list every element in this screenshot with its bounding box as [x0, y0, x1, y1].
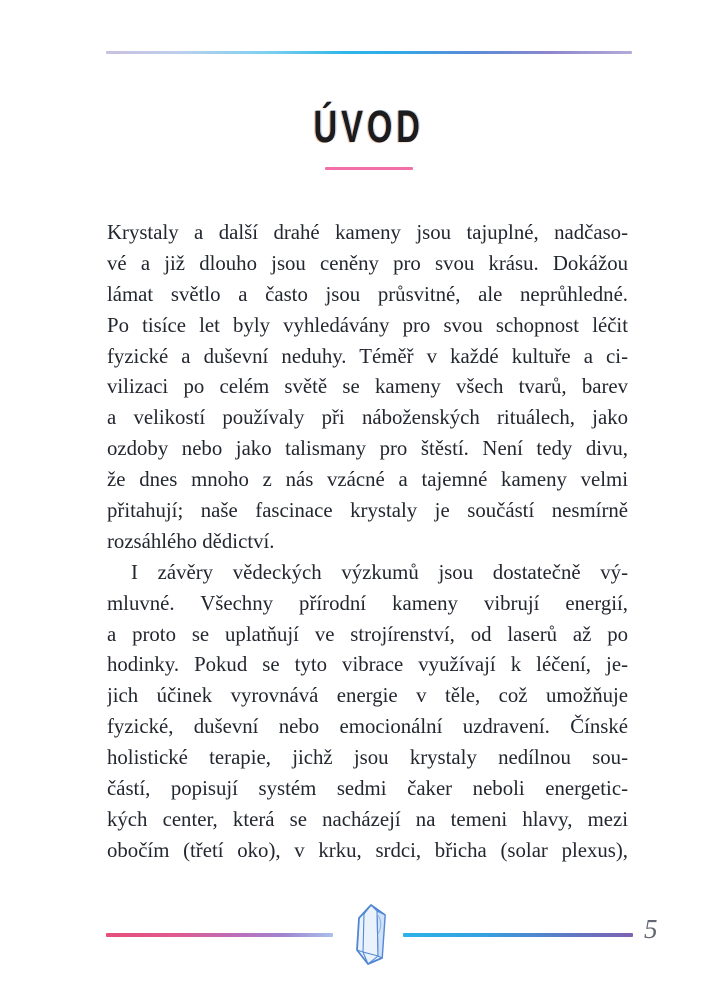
body-line: Po tisíce let byly vyhledávány pro svou schopnost léčit: [107, 313, 628, 337]
bottom-gradient-rule-right: [403, 933, 633, 937]
body-line: a velikostí používaly při náboženských rituálech, jako: [107, 406, 628, 430]
body-line: vilizaci po celém světě se kameny všech tvarů, barev: [107, 375, 628, 399]
body-line: fyzické a duševní neduhy. Téměř v každé kultuře a ci-: [107, 344, 628, 368]
body-text: [107, 218, 628, 867]
page-number: 5: [644, 914, 658, 944]
body-line: jich účinek vyrovnává energie v těle, což umožňuje: [107, 684, 628, 708]
body-line: rozsáhlého dědictví.: [107, 529, 275, 553]
body-line: částí, popisují systém sedmi čaker neboli energetic-: [107, 777, 628, 801]
bottom-gradient-rule-left: [106, 933, 333, 937]
body-line: holistické terapie, jichž jsou krystaly nedílnou sou-: [107, 746, 628, 770]
body-line: obočím (třetí oko), v krku, srdci, břicha (solar plexus),: [107, 838, 628, 862]
body-line: Krystaly a další drahé kameny jsou tajuplné, nadčaso-: [107, 221, 628, 244]
body-line: a proto se uplatňují ve strojírenství, od laserů až po: [107, 622, 628, 646]
body-line: I závěry vědeckých výzkumů jsou dostatečně vý-: [131, 560, 628, 584]
page-title: ÚVOD: [313, 101, 425, 152]
body-line: ozdoby nebo jako talismany pro štěstí. Není tedy divu,: [107, 437, 628, 461]
chapter-title-wrap: [106, 101, 632, 152]
body-line: hodinky. Pokud se tyto vibrace využívají k léčení, je-: [107, 653, 628, 677]
body-line: přitahují; naše fascinace krystaly je součástí nesmírně: [107, 499, 628, 523]
crystal-icon: [350, 903, 392, 967]
title-underline: [325, 167, 413, 170]
body-line: fyzické, duševní nebo emocionální uzdravení. Čínské: [107, 715, 628, 739]
body-line: kých center, která se nacházejí na temeni hlavy, mezi: [107, 807, 628, 831]
body-line: lámat světlo a často jsou průsvitné, ale neprůhledné.: [107, 282, 628, 306]
body-line: vé a již dlouho jsou ceněny pro svou krásu. Dokážou: [107, 251, 628, 275]
body-line: že dnes mnoho z nás vzácné a tajemné kameny velmi: [107, 468, 628, 492]
body-line: mluvné. Všechny přírodní kameny vibrují energií,: [107, 591, 628, 615]
top-gradient-rule: [106, 51, 632, 54]
